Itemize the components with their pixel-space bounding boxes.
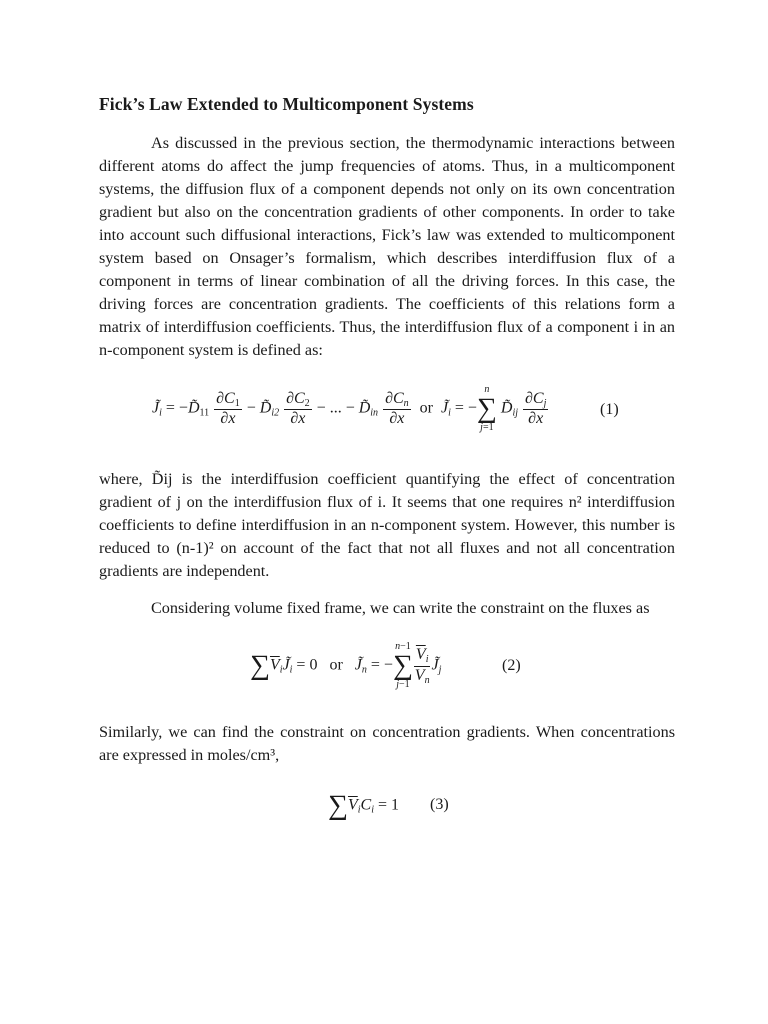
equation-3-number: (3) bbox=[430, 796, 449, 813]
paragraph-intro: As discussed in the previous section, the thermodynamic interactions between different atoms do affect the jump frequencies of atoms. Thus, in a multicomponent systems, the diffusion flux of a component depends not only on its own concentration gradient but also on the concentration gradients of other components. In order to take into account such diffusional interactions, Fick’s law was extended to multicomponent system based on Onsager’s formalism, which describes interdiffusion flux of a component in terms of linear combination of all the driving forces. In this case, the driving forces are concentration gradients. The coefficients of this relations form a matrix of interdiffusion coefficients. Thus, the interdiffusion flux of a component i in an n-component system is defined as: bbox=[99, 134, 675, 359]
equation-1: $J̃_i$ = $-D̃_{11}$ $\frac{\partial C_1}{\partial x}$ − $D̃_{i2}$ $\frac{\partial C_2}{\partial x}$ − ... − $D̃_{in}$ $\frac{\partial C_n}{\partial x}$ or $J̃_i = -n$ ∑ j=1 $D̃_{ij}$ $\frac{\partial C_j}{\partial x}$ bbox=[152, 384, 547, 433]
equation-1-number: (1) bbox=[600, 401, 619, 418]
equation-3: $\sum\overline{V}_iC_i = 1$ bbox=[328, 790, 400, 821]
equation-2-number: (2) bbox=[502, 657, 521, 674]
paragraph-volume-frame: Considering volume fixed frame, we can write the constraint on the fluxes as bbox=[151, 599, 650, 617]
equation-2: $\sum\overline{V}_iJ̃_i = 0$ or $J̃_n = -n-1$ ∑ j−1 $\frac{\overline{V}_i}{\overline{V}_n}$ $J̃_j$ bbox=[250, 641, 442, 690]
paragraph-where: where, D̃ij is the interdiffusion coefficient quantifying the effect of concentration gradient of j on the interdiffusion flux of i. It seems that one requires n² interdiffusion coefficients to define interdiffusion in an n-component system. However, this number is reduced to (n-1)² on account of the fact that not all fluxes and not all concentration gradients are independent. bbox=[99, 470, 675, 580]
paragraph-similarly: Similarly, we can find the constraint on concentration gradients. When concentrations are expressed in moles/cm³, bbox=[99, 723, 675, 764]
section-title: Fick’s Law Extended to Multicomponent Systems bbox=[99, 94, 474, 114]
